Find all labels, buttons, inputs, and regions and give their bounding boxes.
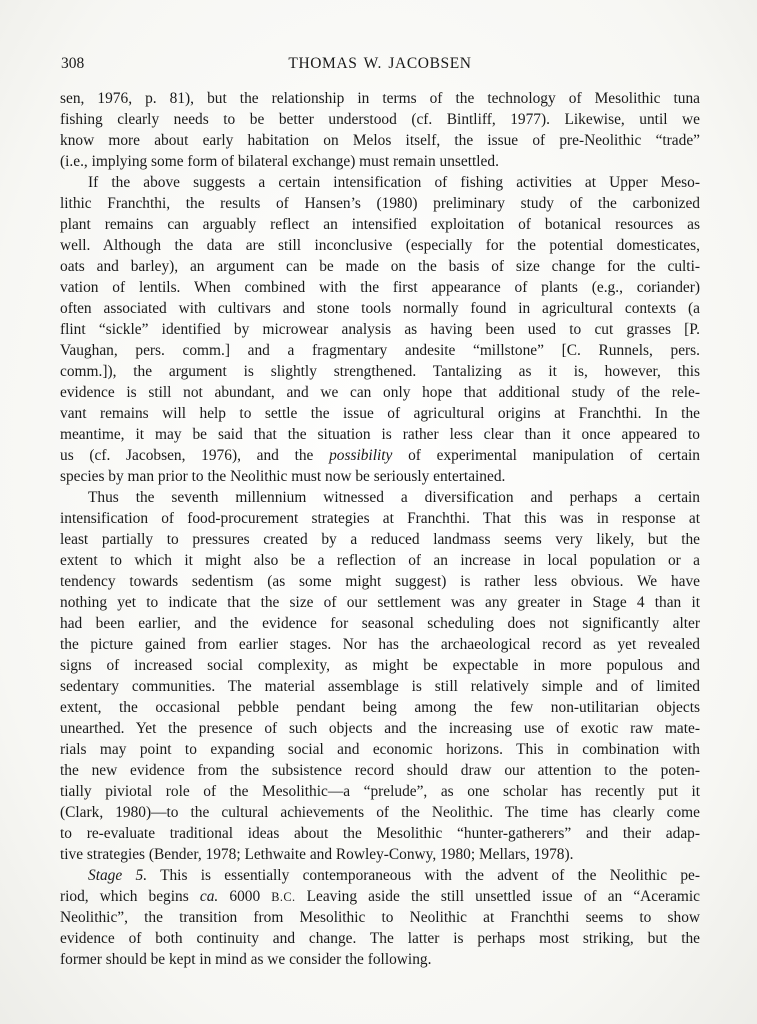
- paragraph: [60, 172, 700, 487]
- text-line: former should be kept in mind as we consider the following.: [60, 951, 432, 968]
- text-line: the picture gained from earlier stages. Nor has the archaeological record as yet revealed: [60, 636, 700, 653]
- text-line: well. Although the data are still inconclusive (especially for the potential domesticates,: [60, 237, 700, 254]
- text-line: tendency towards sedentism (as some might suggest) is rather less obvious. We have: [60, 573, 700, 590]
- text-line: plant remains can arguably reflect an intensified exploitation of botanical resources as: [60, 216, 700, 233]
- text-line: comm.]), the argument is slightly strengthened. Tantalizing as it is, however, this: [60, 363, 700, 380]
- text-line: the new evidence from the subsistence record should draw our attention to the poten-: [60, 762, 700, 779]
- text-line: (Clark, 1980)—to the cultural achievements of the Neolithic. The time has clearly come: [60, 804, 700, 821]
- text-line: us (cf. Jacobsen, 1976), and the possibility of experimental manipulation of certain: [60, 447, 700, 464]
- text-line: vation of lentils. When combined with the first appearance of plants (e.g., coriander): [60, 279, 700, 296]
- text-line: flint “sickle” identified by microwear analysis as having been used to cut grasses [P.: [60, 321, 700, 338]
- text-line: know more about early habitation on Melos itself, the issue of pre-Neolithic “trade”: [60, 132, 700, 149]
- text-line: signs of increased social complexity, as might be expectable in more populous and: [60, 657, 700, 674]
- text-line: vant remains will help to settle the issue of agricultural origins at Franchthi. In the: [60, 405, 700, 422]
- text-line: tially piviotal role of the Mesolithic—a “prelude”, as one scholar has recently put it: [60, 783, 700, 800]
- body-text: [60, 88, 700, 970]
- text-line: extent, the occasional pebble pendant being among the few non-utilitarian objects: [60, 699, 700, 716]
- text-line: rials may point to expanding social and economic horizons. This in combination with: [60, 741, 700, 758]
- text-line: least partially to pressures created by a reduced landmass seems very likely, but the: [60, 531, 700, 548]
- text-line: Thus the seventh millennium witnessed a diversification and perhaps a certain: [88, 489, 700, 506]
- text-line: had been earlier, and the evidence for seasonal scheduling does not significantly alter: [60, 615, 700, 632]
- text-line: Stage 5. This is essentially contemporaneous with the advent of the Neolithic pe-: [88, 867, 700, 884]
- paragraph: [60, 88, 700, 172]
- text-line: intensification of food-procurement strategies at Franchthi. That this was in response at: [60, 510, 700, 527]
- page-number: 308: [61, 55, 85, 72]
- text-line: (i.e., implying some form of bilateral exchange) must remain unsettled.: [60, 153, 499, 170]
- paragraph: [60, 865, 700, 970]
- text-line: riod, which begins ca. 6000 B.C. Leaving aside the still unsettled issue of an “Aceramic: [60, 888, 700, 905]
- text-line: species by man prior to the Neolithic must now be seriously entertained.: [60, 468, 506, 485]
- text-line: Neolithic”, the transition from Mesolithic to Neolithic at Franchthi seems to show: [60, 909, 700, 926]
- text-line: nothing yet to indicate that the size of our settlement was any greater in Stage 4 than it: [60, 594, 700, 611]
- text-line: often associated with cultivars and stone tools normally found in agricultural contexts (a: [60, 300, 700, 317]
- text-line: to re-evaluate traditional ideas about the Mesolithic “hunter-gatherers” and their adap-: [60, 825, 700, 842]
- text-line: unearthed. Yet the presence of such objects and the increasing use of exotic raw mate-: [60, 720, 700, 737]
- text-line: Vaughan, pers. comm.] and a fragmentary andesite “millstone” [C. Runnels, pers.: [60, 342, 700, 359]
- text-line: tive strategies (Bender, 1978; Lethwaite and Rowley-Conwy, 1980; Mellars, 1978).: [60, 846, 574, 863]
- text-line: lithic Franchthi, the results of Hansen’s (1980) preliminary study of the carbonized: [60, 195, 700, 212]
- text-line: sen, 1976, p. 81), but the relationship in terms of the technology of Mesolithic tuna: [60, 90, 700, 107]
- page-header: [60, 55, 700, 75]
- text-line: fishing clearly needs to be better understood (cf. Bintliff, 1977). Likewise, until we: [60, 111, 700, 128]
- text-line: evidence is still not abundant, and we can only hope that additional study of the rele-: [60, 384, 700, 401]
- text-line: sedentary communities. The material assemblage is still relatively simple and of limited: [60, 678, 700, 695]
- text-line: extent to which it might also be a reflection of an increase in local population or a: [60, 552, 700, 569]
- running-head: THOMAS W. JACOBSEN: [288, 55, 472, 72]
- text-line: If the above suggests a certain intensification of fishing activities at Upper Meso-: [88, 174, 700, 191]
- text-line: evidence of both continuity and change. The latter is perhaps most striking, but the: [60, 930, 700, 947]
- paragraph: [60, 487, 700, 865]
- text-line: meantime, it may be said that the situation is rather less clear than it once appeared to: [60, 426, 700, 443]
- text-line: oats and barley), an argument can be made on the basis of size change for the culti-: [60, 258, 700, 275]
